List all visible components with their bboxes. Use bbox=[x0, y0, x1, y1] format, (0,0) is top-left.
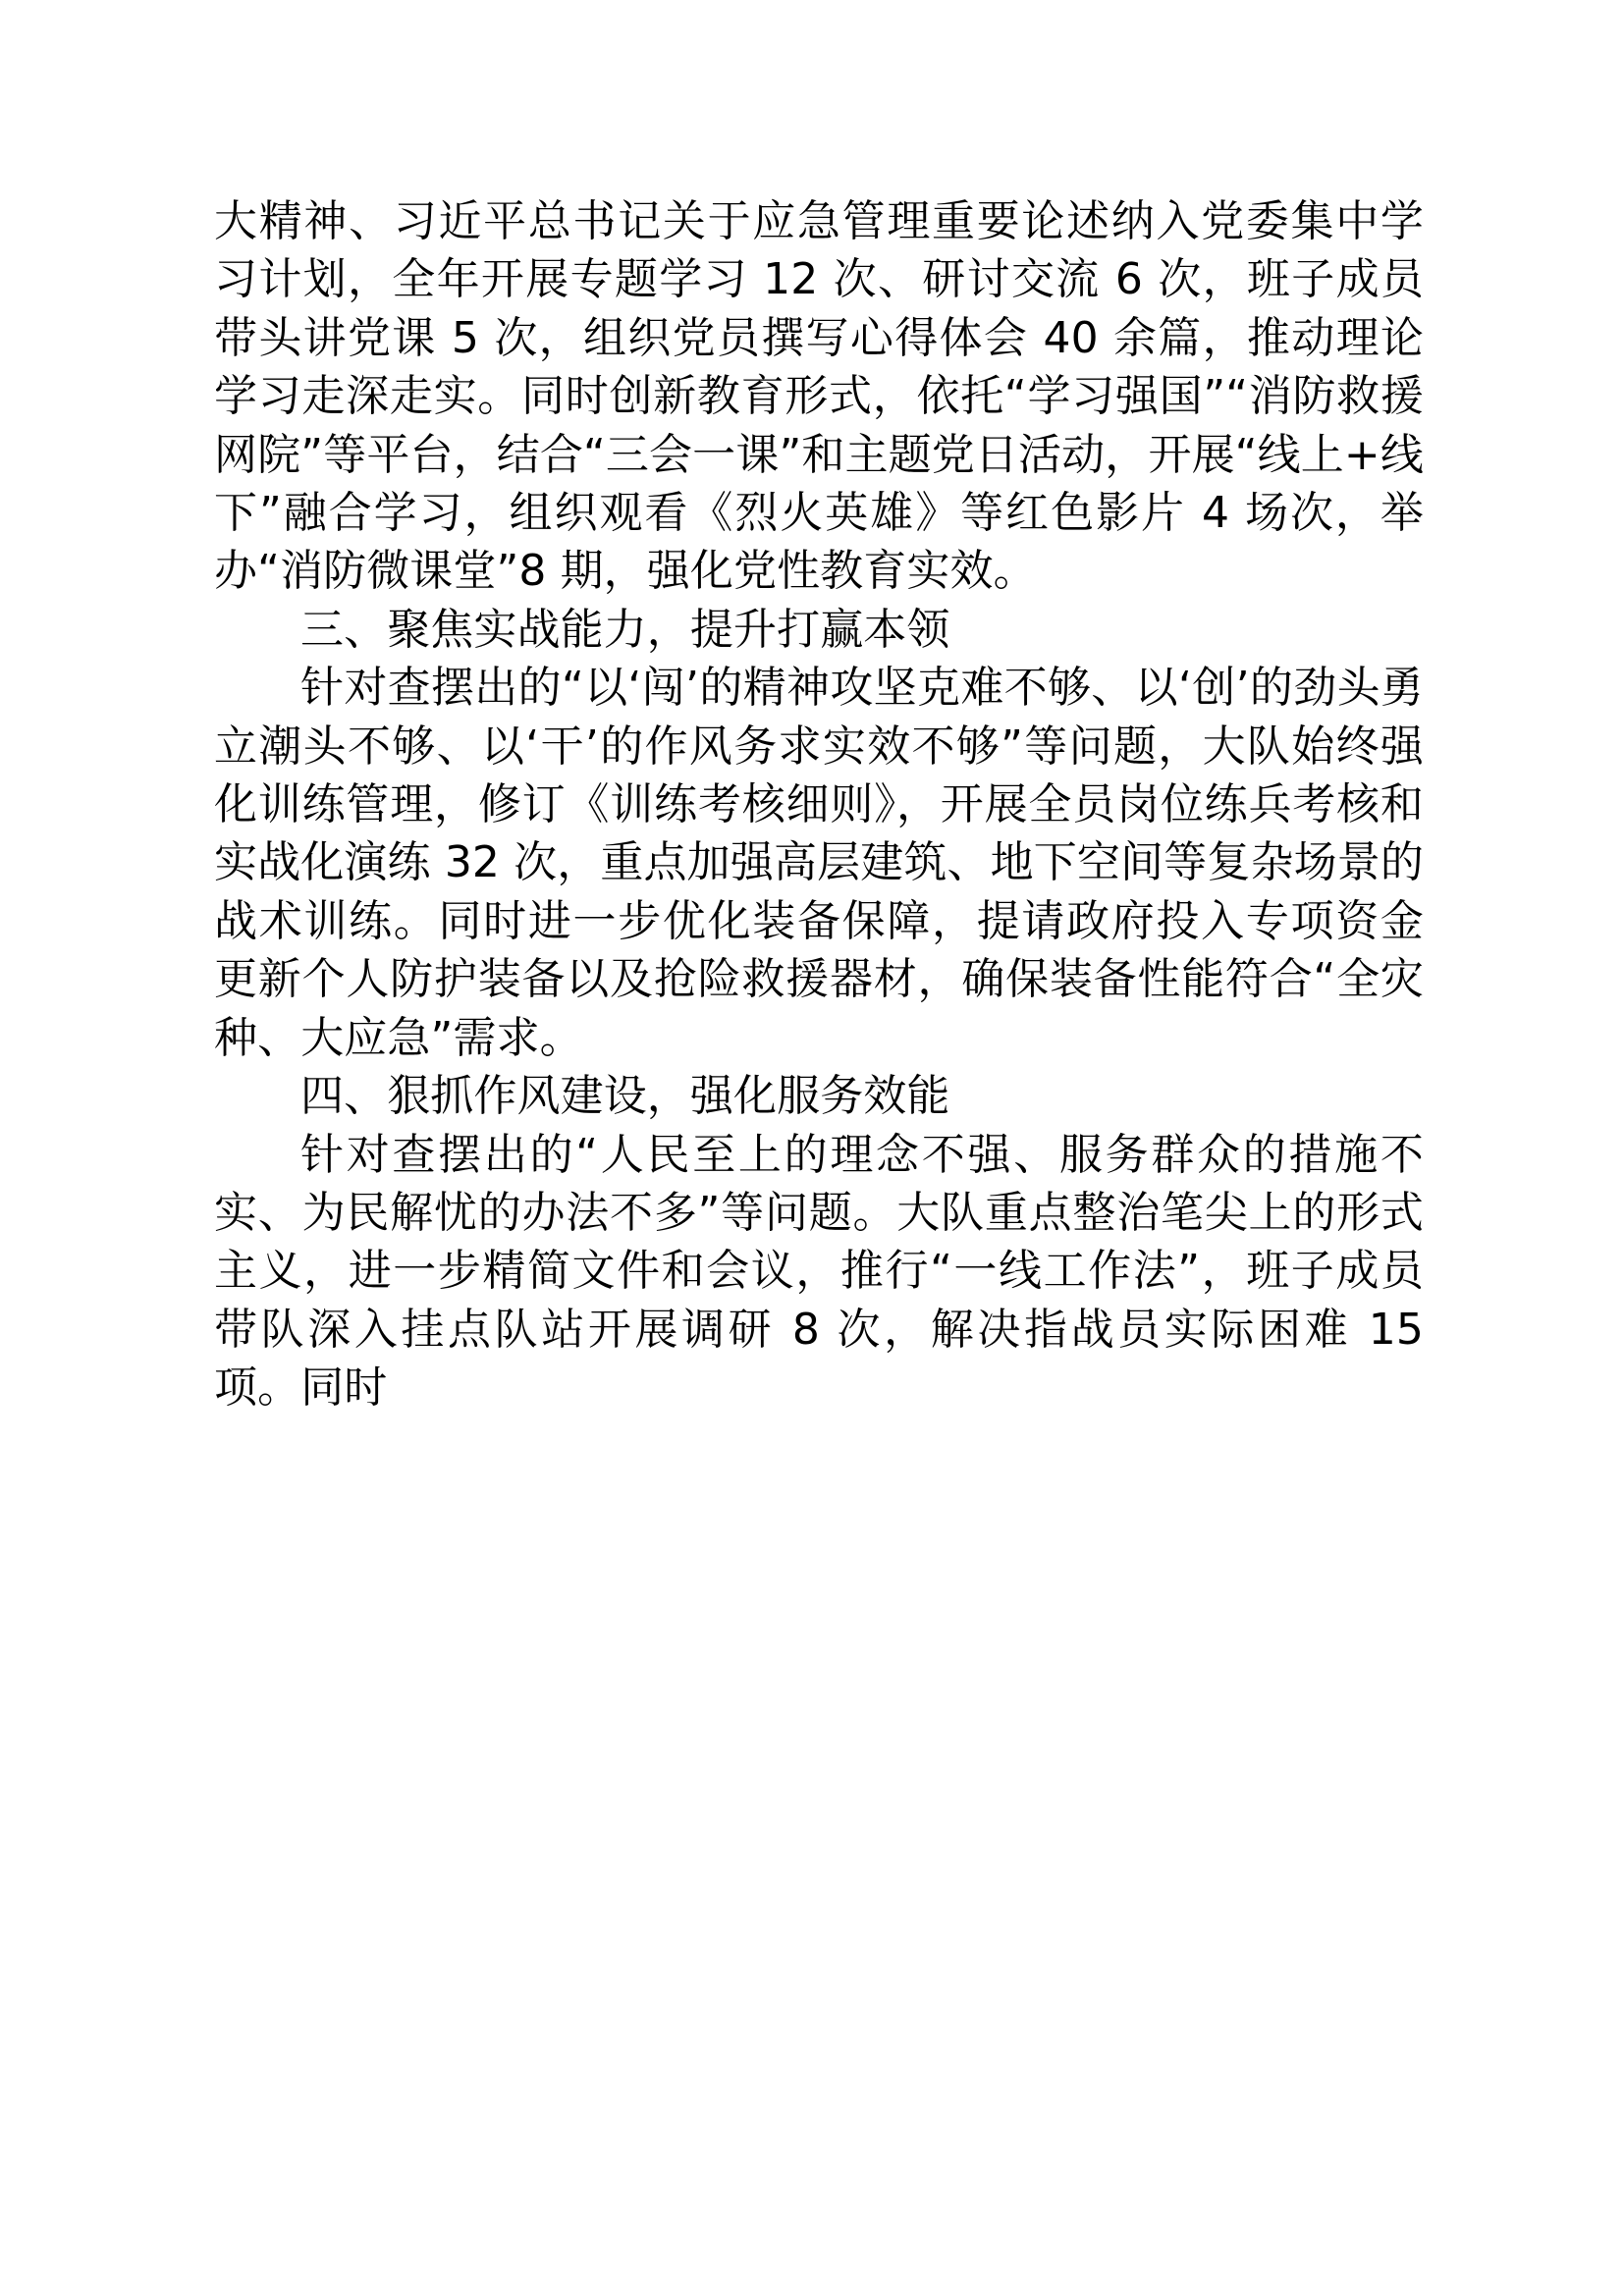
heading-section-four: 四、狠抓作风建设，强化服务效能 bbox=[300, 1071, 950, 1122]
heading-section-three: 三、聚焦实战能力，提升打赢本领 bbox=[300, 604, 950, 655]
paragraph-continued-theory-study: 大精神、习近平总书记关于应急管理重要论述纳入党委集中学习计划，全年开展专题学习 12 次、研讨交流 6 次，班子成员带头讲党课 5 次，组织党员撰写心得体会 40 余篇，推动理论学习走深走实。同时创新教育形式，依托“学习强国”“消防救援网院”等平台，结合“三会一课”和主题党日活动，开展“线上+线下”融合学习，组织观看《烈火英雄》等红色影片 4 场次，举办“消防微课堂”8 期，强化党性教育实效。 bbox=[214, 196, 1424, 597]
document-text-body bbox=[214, 192, 1438, 1417]
paragraph-section-four-body: 针对查摆出的“人民至上的理念不强、服务群众的措施不实、为民解忧的办法不多”等问题。大队重点整治笔尖上的形式主义，进一步精简文件和会议，推行“一线工作法”，班子成员带队深入挂点队站开展调研 8 次，解决指战员实际困难 15 项。同时 bbox=[214, 1129, 1438, 1414]
paragraph-section-three-body: 针对查摆出的“以‘闯’的精神攻坚克难不够、以‘创’的劲头勇立潮头不够、以‘干’的作风务求实效不够”等问题，大队始终强化训练管理，修订《训练考核细则》，开展全员岗位练兵考核和实战化演练 32 次，重点加强高层建筑、地下空间等复杂场景的战术训练。同时进一步优化装备保障，提请政府投入专项资金更新个人防护装备以及抢险救援器材，确保装备性能符合“全灾种、大应急”需求。 bbox=[214, 663, 1424, 1063]
